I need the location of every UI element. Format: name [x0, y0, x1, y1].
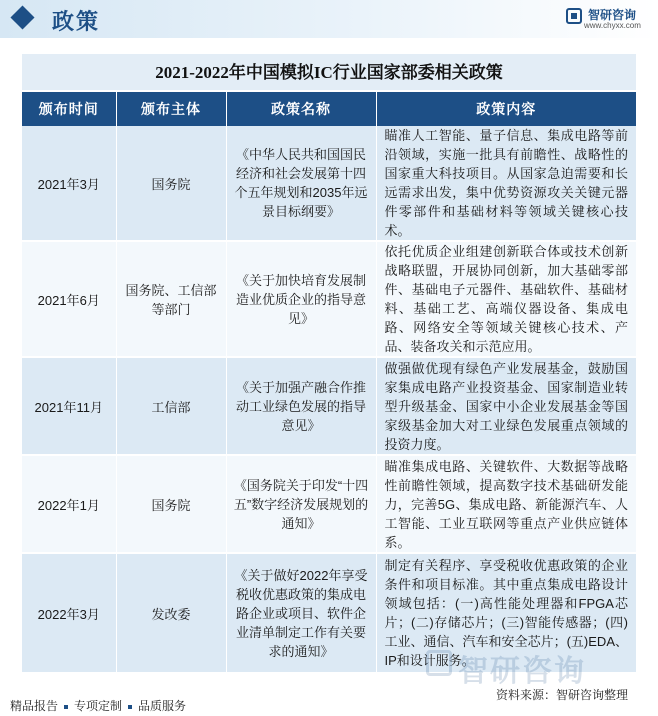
footer-tagline [10, 697, 186, 714]
diamond-icon [10, 5, 34, 29]
cell-policy-content: 瞄准人工智能、量子信息、集成电路等前沿领域，实施一批具有前瞻性、战略性的国家重大科技项目。从国家急迫需要和长远需求出发，集中优势资源攻关关键元器件零部件和基础材料等领域关键核心技术。 [376, 126, 636, 241]
table-row [22, 455, 636, 553]
watermark-logo-icon [426, 650, 452, 676]
cell-policy-name: 《关于加强产融合作推动工业绿色发展的指导意见》 [226, 357, 376, 455]
column-header-name: 政策名称 [226, 92, 376, 126]
cell-time: 2022年3月 [22, 553, 116, 673]
table-title: 2021-2022年中国模拟IC行业国家部委相关政策 [22, 54, 636, 92]
cell-time: 2021年11月 [22, 357, 116, 455]
cell-policy-name: 《中华人民共和国国民经济和社会发展第十四个五年规划和2035年远景目标纲要》 [226, 126, 376, 241]
policy-table-container [22, 54, 636, 674]
bullet-icon [64, 705, 68, 709]
cell-policy-name: 《关于做好2022年享受税收优惠政策的集成电路企业或项目、软件企业清单制定工作有关要求的通知》 [226, 553, 376, 673]
brand-url: www.chyxx.com [584, 21, 641, 30]
column-header-issuer: 颁布主体 [116, 92, 226, 126]
column-header-content: 政策内容 [376, 92, 636, 126]
policy-table [22, 92, 636, 674]
cell-policy-name: 《国务院关于印发“十四五”数字经济发展规划的通知》 [226, 455, 376, 553]
footer-item: 品质服务 [138, 699, 187, 713]
section-title: 政策 [52, 9, 101, 34]
brand-name: 智研咨询 [588, 8, 637, 22]
footer-item: 精品报告 [10, 699, 59, 713]
cell-policy-content: 瞄准集成电路、关键软件、大数据等战略性前瞻性领域，提高数字技术基础研发能力，完善5G、集成电路、新能源汽车、人工智能、工业互联网等重点产业供应链体系。 [376, 455, 636, 553]
table-row [22, 357, 636, 455]
data-source: 资料来源：智研咨询整理 [496, 688, 629, 702]
header-bar [0, 0, 658, 38]
cell-time: 2021年6月 [22, 241, 116, 357]
cell-policy-name: 《关于加快培育发展制造业优质企业的指导意见》 [226, 241, 376, 357]
table-row [22, 126, 636, 241]
bullet-icon [128, 705, 132, 709]
cell-policy-content: 制定有关程序、享受税收优惠政策的企业条件和项目标准。其中重点集成电路设计领域包括：(一)高性能处理器和FPGA芯片；(二)存储芯片；(三)智能传感器；(四)工业、通信、汽车和安全芯片；(五)EDA、IP和设计服务。 [376, 553, 636, 673]
cell-issuer: 发改委 [116, 553, 226, 673]
cell-issuer: 工信部 [116, 357, 226, 455]
cell-time: 2022年1月 [22, 455, 116, 553]
cell-time: 2021年3月 [22, 126, 116, 241]
table-row [22, 241, 636, 357]
footer-item: 专项定制 [74, 699, 123, 713]
cell-issuer: 国务院、工信部等部门 [116, 241, 226, 357]
column-header-time: 颁布时间 [22, 92, 116, 126]
watermark-text: 智研咨询 [458, 655, 586, 688]
cell-issuer: 国务院 [116, 455, 226, 553]
chyxx-logo-icon [566, 8, 582, 24]
cell-policy-content: 依托优质企业组建创新联合体或技术创新战略联盟，开展协同创新，加大基础零部件、基础电子元器件、基础软件、基础材料、基础工艺、高端仪器设备、集成电路、网络安全等领域关键核心技术、产品、装备攻关和示范应用。 [376, 241, 636, 357]
cell-issuer: 国务院 [116, 126, 226, 241]
cell-policy-content: 做强做优现有绿色产业发展基金，鼓励国家集成电路产业投资基金、国家制造业转型升级基金、国家中小企业发展基金等国家级基金加大对工业绿色发展重点领域的投资力度。 [376, 357, 636, 455]
table-header-row [22, 92, 636, 126]
